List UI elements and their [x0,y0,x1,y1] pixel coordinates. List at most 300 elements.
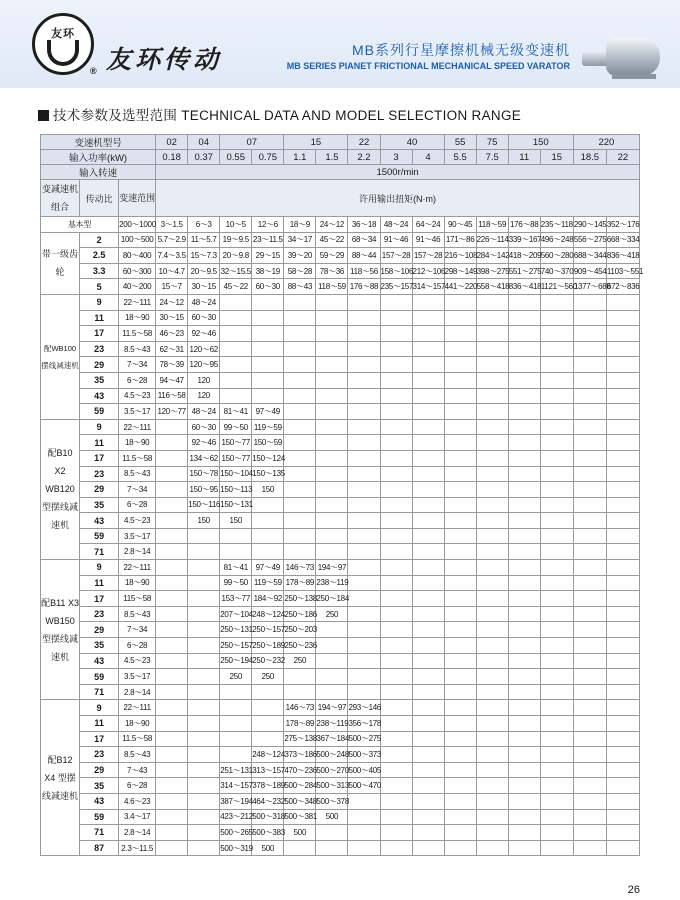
table-row [41,248,640,264]
torque-cell [348,575,380,591]
torque-cell [316,419,348,435]
torque-cell [412,419,444,435]
torque-cell [188,778,220,794]
torque-cell [316,840,348,856]
torque-cell: 118～59 [476,217,508,233]
torque-cell [220,341,252,357]
torque-cell [476,731,508,747]
torque-cell [284,404,316,420]
torque-cell: 558～418 [476,279,508,295]
range-cell: 2.8～14 [119,684,156,700]
ratio-cell: 11 [80,716,119,732]
torque-cell: 150～95 [188,482,220,498]
range-cell: 40～200 [119,279,156,295]
page-header [0,0,680,88]
table-row [41,372,640,388]
power-header: 15 [540,150,573,165]
torque-cell [412,513,444,529]
torque-cell [508,731,540,747]
torque-cell [540,809,573,825]
torque-cell: 120 [188,372,220,388]
torque-cell [316,638,348,654]
torque-cell: 250～138 [284,591,316,607]
ratio-header: 传动比 [80,180,119,217]
torque-cell [252,294,284,310]
torque-cell: 12～6 [252,217,284,233]
torque-cell [573,747,606,763]
torque-cell [316,669,348,685]
torque-cell [540,372,573,388]
torque-cell [476,450,508,466]
torque-cell: 500～265 [220,825,252,841]
torque-cell [348,419,380,435]
torque-cell: 909～454 [573,263,606,279]
torque-cell: 235～118 [540,217,573,233]
torque-cell: 194～97 [316,560,348,576]
ratio-cell: 29 [80,357,119,373]
range-cell: 18～90 [119,310,156,326]
torque-cell: 367～184 [316,731,348,747]
torque-cell [573,840,606,856]
torque-cell: 48～24 [188,294,220,310]
torque-cell [540,560,573,576]
torque-cell: 91～46 [412,232,444,248]
torque-cell: 119～59 [252,419,284,435]
torque-cell [508,793,540,809]
torque-cell [316,825,348,841]
torque-cell [156,793,188,809]
torque-cell [540,544,573,560]
torque-cell [508,762,540,778]
torque-cell: 207～104 [220,606,252,622]
torque-cell [348,653,380,669]
torque-cell: 45～22 [316,232,348,248]
torque-cell [573,653,606,669]
torque-cell [156,809,188,825]
torque-cell [220,731,252,747]
torque-cell [284,669,316,685]
torque-cell [220,357,252,373]
torque-cell [444,793,476,809]
torque-cell: 81～41 [220,404,252,420]
ratio-cell: 23 [80,606,119,622]
combo-group-name: 配B10 X2 WB120型摆线减速机 [41,419,80,559]
torque-cell: 500～284 [284,778,316,794]
ratio-cell: 71 [80,825,119,841]
torque-cell [573,669,606,685]
torque-cell [606,560,639,576]
torque-cell [188,700,220,716]
ratio-cell: 43 [80,653,119,669]
logo-text: 友环 [51,28,75,40]
torque-cell: 20～9.5 [188,263,220,279]
torque-cell [380,731,412,747]
torque-cell: 11～5.7 [188,232,220,248]
range-cell: 4.5～23 [119,653,156,669]
torque-cell: 339～167 [508,232,540,248]
torque-cell: 23～11.5 [252,232,284,248]
ratio-cell: 87 [80,840,119,856]
torque-cell [412,825,444,841]
torque-cell: 373～186 [284,747,316,763]
torque-cell [412,497,444,513]
torque-cell [380,388,412,404]
torque-cell [380,466,412,482]
torque-cell [380,716,412,732]
torque-cell [476,357,508,373]
torque-cell [476,466,508,482]
torque-cell [606,840,639,856]
torque-cell: 150 [220,513,252,529]
torque-cell [476,669,508,685]
torque-cell [540,513,573,529]
torque-cell [316,466,348,482]
table-row [41,840,640,856]
torque-cell [348,560,380,576]
torque-cell: 560～280 [540,248,573,264]
table-row [41,217,640,233]
torque-cell: 500～318 [252,809,284,825]
torque-cell: 212～106 [412,263,444,279]
torque-cell [252,731,284,747]
torque-cell [540,747,573,763]
torque-cell [606,357,639,373]
range-cell: 18～90 [119,435,156,451]
ratio-cell: 23 [80,341,119,357]
torque-cell: 178～89 [284,716,316,732]
table-row [41,135,640,150]
ratio-cell: 3.3 [80,263,119,279]
torque-cell [573,825,606,841]
torque-cell [573,544,606,560]
torque-cell: 314～157 [412,279,444,295]
torque-cell [444,825,476,841]
torque-cell: 134～62 [188,450,220,466]
torque-cell [412,716,444,732]
torque-cell: 45～22 [220,279,252,295]
ratio-cell: 9 [80,419,119,435]
table-row [41,450,640,466]
torque-cell [540,669,573,685]
torque-cell: 470～236 [284,762,316,778]
torque-cell: 171～86 [444,232,476,248]
torque-cell: 146～73 [284,560,316,576]
torque-cell: 97～49 [252,560,284,576]
torque-cell [188,809,220,825]
torque-cell [444,653,476,669]
torque-cell [348,638,380,654]
torque-cell [156,622,188,638]
torque-cell [380,357,412,373]
speed-label: 输入转速 [41,165,156,180]
torque-cell: 97～49 [252,404,284,420]
torque-cell [380,653,412,669]
torque-cell [380,513,412,529]
torque-cell: 60～30 [252,279,284,295]
torque-cell: 250～232 [252,653,284,669]
torque-cell [444,528,476,544]
torque-cell: 378～189 [252,778,284,794]
torque-cell [476,840,508,856]
torque-cell: 216～108 [444,248,476,264]
torque-cell [348,528,380,544]
torque-cell [380,825,412,841]
torque-cell: 92～46 [188,435,220,451]
torque-cell [444,497,476,513]
torque-cell [412,793,444,809]
torque-cell: 250～203 [284,622,316,638]
torque-cell [380,450,412,466]
torque-cell: 48～24 [380,217,412,233]
torque-cell: 150 [252,482,284,498]
torque-cell [573,450,606,466]
torque-cell [540,404,573,420]
torque-cell: 150～131 [220,497,252,513]
torque-cell [156,528,188,544]
torque-cell [444,575,476,591]
torque-cell [606,482,639,498]
torque-cell [540,731,573,747]
torque-cell [188,575,220,591]
torque-cell [284,310,316,326]
torque-cell [220,544,252,560]
torque-cell [508,606,540,622]
ratio-cell: 2.5 [80,248,119,264]
torque-cell [540,482,573,498]
torque-cell [540,840,573,856]
power-header: 1.5 [316,150,348,165]
torque-cell: 314～157 [220,778,252,794]
torque-cell [444,700,476,716]
range-cell: 18～90 [119,575,156,591]
torque-cell: 30～15 [156,310,188,326]
range-cell: 22～111 [119,560,156,576]
ratio-cell: 17 [80,450,119,466]
torque-cell [252,700,284,716]
range-cell: 3.5～17 [119,669,156,685]
table-row [41,809,640,825]
model-header: 22 [348,135,380,150]
range-cell: 7～34 [119,482,156,498]
torque-cell [284,497,316,513]
torque-cell [156,653,188,669]
ratio-cell: 43 [80,388,119,404]
torque-cell [252,310,284,326]
range-cell: 7～34 [119,622,156,638]
table-row [41,747,640,763]
torque-cell: 58～28 [284,263,316,279]
torque-cell [412,450,444,466]
torque-cell [540,326,573,342]
torque-cell [156,544,188,560]
power-header: 0.55 [220,150,252,165]
torque-cell [476,341,508,357]
torque-cell [156,716,188,732]
spec-table [40,134,644,856]
torque-cell [606,731,639,747]
torque-cell [444,357,476,373]
torque-cell [573,700,606,716]
torque-cell [380,435,412,451]
torque-cell: 150 [188,513,220,529]
power-header: 2.2 [348,150,380,165]
ratio-cell: 23 [80,747,119,763]
torque-cell [606,669,639,685]
ratio-cell: 17 [80,591,119,607]
ratio-cell: 35 [80,372,119,388]
torque-cell [508,716,540,732]
section-title [38,104,521,124]
torque-cell: 150～77 [220,435,252,451]
torque-cell [316,372,348,388]
range-cell: 200～1000 [119,217,156,233]
torque-cell [412,606,444,622]
ratio-cell: 11 [80,435,119,451]
torque-cell [252,326,284,342]
torque-cell: 441～220 [444,279,476,295]
torque-cell [412,466,444,482]
motor-product-icon [582,36,662,80]
torque-cell: 250 [316,606,348,622]
power-header: 4 [412,150,444,165]
torque-cell [573,575,606,591]
table-row [41,762,640,778]
torque-cell: 238～119 [316,575,348,591]
torque-cell [444,684,476,700]
torque-cell [188,793,220,809]
torque-cell [508,294,540,310]
torque-cell [444,544,476,560]
torque-cell [316,341,348,357]
torque-cell [412,435,444,451]
torque-cell [573,482,606,498]
torque-cell [380,575,412,591]
torque-cell [348,825,380,841]
torque-cell [476,419,508,435]
torque-cell [316,513,348,529]
ratio-cell: 71 [80,684,119,700]
torque-cell [606,793,639,809]
torque-cell [316,450,348,466]
page-number: 26 [627,884,640,896]
torque-cell [380,622,412,638]
torque-cell: 150～104 [220,466,252,482]
torque-cell [476,793,508,809]
torque-cell [476,684,508,700]
torque-cell [220,700,252,716]
torque-cell [540,716,573,732]
range-cell: 6～28 [119,497,156,513]
torque-cell [412,731,444,747]
torque-cell: 153～77 [220,591,252,607]
torque-cell [188,684,220,700]
range-cell: 2.8～14 [119,825,156,841]
ratio-cell: 59 [80,404,119,420]
torque-cell [380,700,412,716]
torque-cell: 500～381 [284,809,316,825]
torque-cell [606,716,639,732]
table-row [41,310,640,326]
torque-cell: 178～89 [284,575,316,591]
ratio-cell: 35 [80,497,119,513]
torque-cell [573,809,606,825]
torque-cell: 250～186 [284,606,316,622]
table-row [41,638,640,654]
torque-cell [573,560,606,576]
torque-cell: 500～373 [348,747,380,763]
torque-cell [508,435,540,451]
range-cell: 6～28 [119,638,156,654]
torque-cell: 250～189 [252,638,284,654]
torque-cell [476,435,508,451]
torque-cell [156,825,188,841]
torque-cell [606,591,639,607]
torque-cell [188,762,220,778]
torque-cell: 150～113 [220,482,252,498]
torque-cell: 250 [220,669,252,685]
torque-cell: 88～44 [348,248,380,264]
torque-cell [252,341,284,357]
torque-cell [188,622,220,638]
torque-cell: 90～45 [444,217,476,233]
range-cell: 100～500 [119,232,156,248]
torque-cell [316,310,348,326]
torque-cell [606,294,639,310]
torque-cell [508,388,540,404]
torque-cell [444,606,476,622]
torque-cell [220,388,252,404]
torque-cell [444,310,476,326]
torque-cell [444,482,476,498]
torque-cell [540,294,573,310]
torque-cell [444,326,476,342]
torque-cell [220,528,252,544]
torque-cell [508,684,540,700]
torque-cell [220,326,252,342]
torque-cell [508,560,540,576]
torque-cell: 36～18 [348,217,380,233]
torque-cell [606,341,639,357]
torque-cell: 500 [316,809,348,825]
torque-cell [284,435,316,451]
registered-mark: ® [90,66,97,76]
torque-cell [412,638,444,654]
torque-cell [606,466,639,482]
torque-cell [573,404,606,420]
torque-cell: 19～9.5 [220,232,252,248]
range-cell: 115～58 [119,591,156,607]
torque-cell [284,372,316,388]
torque-cell [573,326,606,342]
torque-cell [284,466,316,482]
torque-cell [348,388,380,404]
table-row [41,404,640,420]
torque-cell: 672～836 [606,279,639,295]
torque-cell: 116～58 [156,388,188,404]
table-row [41,669,640,685]
table-row [41,388,640,404]
range-header: 变速范围 [119,180,156,217]
torque-cell [476,497,508,513]
torque-cell [348,513,380,529]
torque-cell [348,793,380,809]
table-row [41,544,640,560]
torque-cell [444,809,476,825]
torque-cell [606,622,639,638]
torque-cell [508,653,540,669]
power-header: 11 [508,150,540,165]
table-row [41,560,640,576]
